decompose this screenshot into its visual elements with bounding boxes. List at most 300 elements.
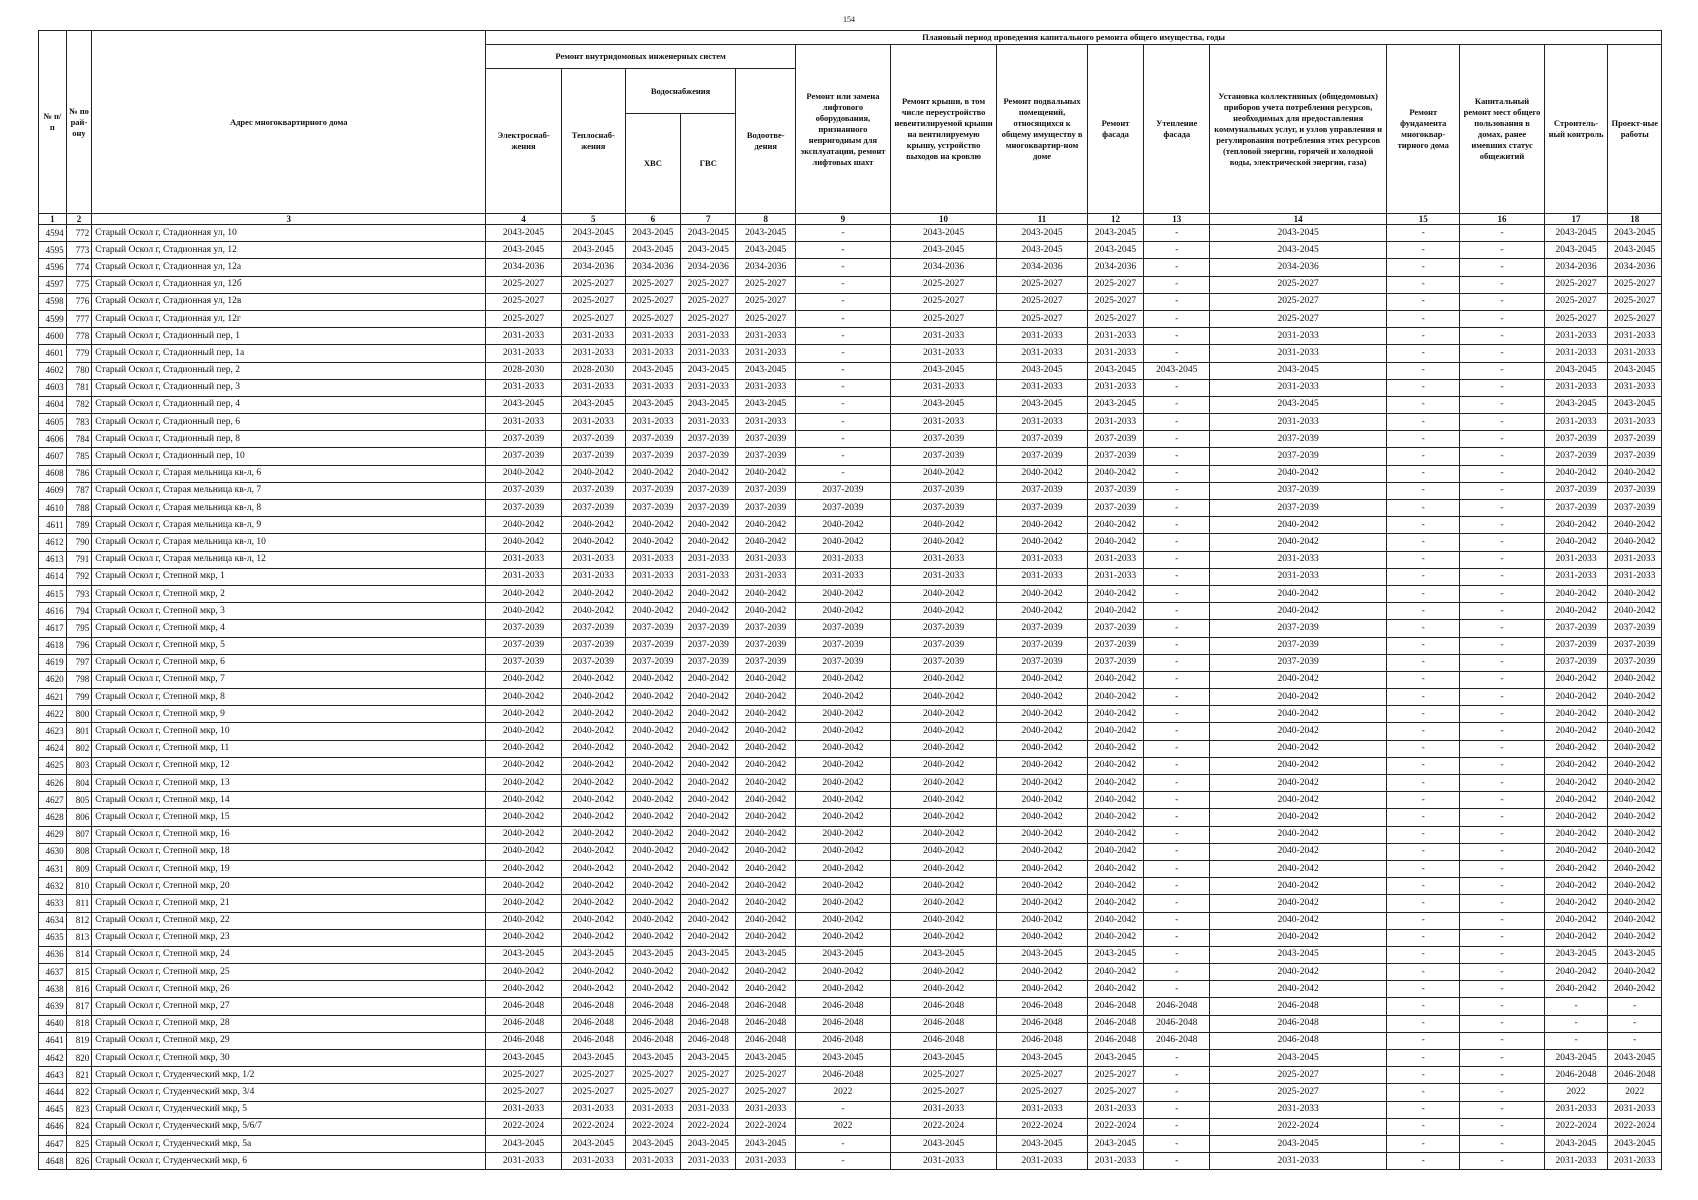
cell-period: 2040-2042 <box>796 792 891 809</box>
cell-index: 4606 <box>39 431 67 448</box>
cell-period: 2040-2042 <box>561 809 625 826</box>
cell-period: - <box>796 448 891 465</box>
cell-period: 2040-2042 <box>1608 706 1662 723</box>
table-row <box>39 328 1662 345</box>
cell-period: - <box>1387 414 1460 431</box>
cell-district-number: 773 <box>66 242 92 259</box>
cell-period: 2043-2045 <box>736 225 796 242</box>
cell-period: - <box>1144 293 1210 310</box>
cell-period: 2040-2042 <box>736 603 796 620</box>
cell-period: 2040-2042 <box>997 517 1088 534</box>
cell-period: 2040-2042 <box>625 740 680 757</box>
column-number: 12 <box>1087 214 1143 225</box>
cell-period: 2046-2048 <box>1210 998 1387 1015</box>
table-row <box>39 465 1662 482</box>
cell-period: - <box>1460 293 1544 310</box>
cell-period: 2028-2030 <box>486 362 562 379</box>
cell-period: 2037-2039 <box>625 482 680 499</box>
header-facade: Ремонт фасада <box>1087 45 1143 214</box>
cell-period: 2031-2033 <box>1608 414 1662 431</box>
cell-period: 2043-2045 <box>681 362 736 379</box>
cell-district-number: 798 <box>66 671 92 688</box>
header-no: № п/п <box>39 31 67 214</box>
header-cold-water: ХВС <box>625 114 680 214</box>
cell-period: 2046-2048 <box>561 1032 625 1049</box>
cell-period: - <box>1144 568 1210 585</box>
cell-period: - <box>1144 1153 1210 1170</box>
cell-address: Старый Оскол г, Стадионная ул, 10 <box>92 225 486 242</box>
cell-period: 2046-2048 <box>486 1015 562 1032</box>
cell-period: - <box>1387 809 1460 826</box>
cell-period: - <box>1387 396 1460 413</box>
cell-period: 2043-2045 <box>1087 1050 1143 1067</box>
cell-address: Старый Оскол г, Степной мкр, 13 <box>92 775 486 792</box>
cell-period: 2040-2042 <box>681 706 736 723</box>
header-electricity: Электроснаб-жения <box>486 69 562 214</box>
cell-period: - <box>1460 603 1544 620</box>
cell-period: 2040-2042 <box>486 517 562 534</box>
cell-period: 2022-2024 <box>1608 1118 1662 1135</box>
cell-period: 2022 <box>1608 1084 1662 1101</box>
cell-index: 4613 <box>39 551 67 568</box>
cell-period: 2031-2033 <box>1608 1153 1662 1170</box>
cell-period: 2034-2036 <box>1087 259 1143 276</box>
cell-period: - <box>1387 998 1460 1015</box>
cell-period: 2031-2033 <box>561 328 625 345</box>
cell-district-number: 817 <box>66 998 92 1015</box>
cell-period: - <box>1144 1101 1210 1118</box>
cell-period: - <box>1144 1084 1210 1101</box>
cell-period: - <box>1144 585 1210 602</box>
table-row <box>39 809 1662 826</box>
cell-period: 2037-2039 <box>890 637 996 654</box>
cell-period: 2037-2039 <box>736 431 796 448</box>
cell-period: 2037-2039 <box>1544 654 1608 671</box>
cell-period: 2040-2042 <box>997 809 1088 826</box>
cell-period: - <box>1144 276 1210 293</box>
cell-period: - <box>1144 809 1210 826</box>
table-row <box>39 1084 1662 1101</box>
cell-period: 2040-2042 <box>1608 843 1662 860</box>
cell-period: - <box>1460 568 1544 585</box>
cell-period: 2025-2027 <box>1087 293 1143 310</box>
cell-period: 2043-2045 <box>736 946 796 963</box>
cell-period: - <box>1387 534 1460 551</box>
cell-period: 2040-2042 <box>681 689 736 706</box>
cell-period: 2040-2042 <box>1544 895 1608 912</box>
cell-period: - <box>1460 981 1544 998</box>
cell-period: 2025-2027 <box>1087 1067 1143 1084</box>
cell-period: 2031-2033 <box>625 568 680 585</box>
table-row <box>39 775 1662 792</box>
cell-period: 2031-2033 <box>1544 1101 1608 1118</box>
table-row <box>39 585 1662 602</box>
cell-period: 2043-2045 <box>736 396 796 413</box>
cell-period: - <box>1387 895 1460 912</box>
cell-period: 2043-2045 <box>736 1050 796 1067</box>
cell-period: 2040-2042 <box>1544 671 1608 688</box>
cell-period: 2043-2045 <box>1087 242 1143 259</box>
column-number: 14 <box>1210 214 1387 225</box>
cell-period: 2031-2033 <box>625 1153 680 1170</box>
header-design-works: Проект-ные работы <box>1608 45 1662 214</box>
cell-period: 2031-2033 <box>1544 379 1608 396</box>
cell-period: 2037-2039 <box>1210 637 1387 654</box>
cell-period: 2043-2045 <box>997 225 1088 242</box>
cell-period: 2043-2045 <box>561 396 625 413</box>
cell-period: - <box>1460 1135 1544 1152</box>
cell-period: 2040-2042 <box>736 775 796 792</box>
cell-period: - <box>1460 1032 1544 1049</box>
cell-period: 2040-2042 <box>486 826 562 843</box>
cell-district-number: 808 <box>66 843 92 860</box>
cell-address: Старый Оскол г, Степной мкр, 29 <box>92 1032 486 1049</box>
cell-period: 2040-2042 <box>1210 465 1387 482</box>
cell-period: 2037-2039 <box>561 500 625 517</box>
cell-index: 4625 <box>39 757 67 774</box>
cell-period: 2040-2042 <box>625 981 680 998</box>
table-row <box>39 1135 1662 1152</box>
cell-period: - <box>1460 775 1544 792</box>
cell-period: 2037-2039 <box>890 500 996 517</box>
header-basement: Ремонт подвальных помещений, относящихся к общему имуществу в многоквартир-ном доме <box>997 45 1088 214</box>
cell-period: - <box>1144 637 1210 654</box>
cell-period: 2040-2042 <box>1544 603 1608 620</box>
cell-period: 2040-2042 <box>1608 534 1662 551</box>
table-row <box>39 757 1662 774</box>
cell-period: 2025-2027 <box>681 1067 736 1084</box>
cell-period: 2037-2039 <box>486 637 562 654</box>
table-row <box>39 740 1662 757</box>
cell-address: Старый Оскол г, Степной мкр, 5 <box>92 637 486 654</box>
table-row <box>39 276 1662 293</box>
cell-period: 2040-2042 <box>1608 895 1662 912</box>
cell-period: 2043-2045 <box>997 396 1088 413</box>
cell-period: 2040-2042 <box>681 757 736 774</box>
cell-period: - <box>1387 826 1460 843</box>
cell-period: 2046-2048 <box>796 1067 891 1084</box>
cell-period: - <box>1460 328 1544 345</box>
cell-period: 2037-2039 <box>796 637 891 654</box>
cell-period: 2031-2033 <box>796 551 891 568</box>
cell-period: 2025-2027 <box>1608 310 1662 327</box>
cell-period: - <box>1144 534 1210 551</box>
table-row <box>39 551 1662 568</box>
cell-address: Старый Оскол г, Стадионный пер, 10 <box>92 448 486 465</box>
table-row <box>39 895 1662 912</box>
cell-period: 2037-2039 <box>1210 654 1387 671</box>
cell-period: 2031-2033 <box>561 568 625 585</box>
cell-period: - <box>796 345 891 362</box>
cell-period: 2040-2042 <box>796 740 891 757</box>
cell-period: 2040-2042 <box>1608 809 1662 826</box>
cell-period: 2046-2048 <box>736 998 796 1015</box>
cell-district-number: 801 <box>66 723 92 740</box>
cell-period: 2040-2042 <box>1544 878 1608 895</box>
cell-period: - <box>1387 1135 1460 1152</box>
cell-district-number: 824 <box>66 1118 92 1135</box>
cell-period: 2031-2033 <box>486 345 562 362</box>
cell-period: 2040-2042 <box>625 689 680 706</box>
cell-period: 2040-2042 <box>1544 517 1608 534</box>
cell-address: Старый Оскол г, Степной мкр, 26 <box>92 981 486 998</box>
cell-period: - <box>1460 860 1544 877</box>
cell-address: Старый Оскол г, Степной мкр, 10 <box>92 723 486 740</box>
cell-period: 2040-2042 <box>736 792 796 809</box>
cell-period: 2046-2048 <box>1608 1067 1662 1084</box>
cell-period: 2040-2042 <box>1608 912 1662 929</box>
cell-index: 4609 <box>39 482 67 499</box>
cell-period: 2040-2042 <box>681 603 736 620</box>
cell-period: 2040-2042 <box>561 585 625 602</box>
cell-period: 2043-2045 <box>1608 1135 1662 1152</box>
cell-period: 2031-2033 <box>486 568 562 585</box>
cell-index: 4622 <box>39 706 67 723</box>
cell-period: 2040-2042 <box>561 878 625 895</box>
cell-period: 2040-2042 <box>796 723 891 740</box>
cell-period: 2046-2048 <box>890 1015 996 1032</box>
cell-period: 2046-2048 <box>796 1032 891 1049</box>
cell-period: 2043-2045 <box>997 1135 1088 1152</box>
cell-period: 2031-2033 <box>625 328 680 345</box>
cell-period: 2031-2033 <box>625 379 680 396</box>
cell-period: 2037-2039 <box>1608 654 1662 671</box>
cell-period: 2034-2036 <box>561 259 625 276</box>
cell-period: 2037-2039 <box>736 654 796 671</box>
cell-period: 2040-2042 <box>1087 878 1143 895</box>
cell-period: - <box>1460 637 1544 654</box>
table-row <box>39 500 1662 517</box>
cell-period: 2031-2033 <box>1087 414 1143 431</box>
header-meters: Установка коллективных (общедомовых) приборов учета потребления ресурсов, необходимых для предоставления коммунальных услуг, и узлов управления и регулирования потребления этих ресурсов (тепловой энергии, горячей и холодной воды, электрической энергии, газа) <box>1210 45 1387 214</box>
cell-period: 2037-2039 <box>796 500 891 517</box>
cell-period: - <box>1144 912 1210 929</box>
cell-period: - <box>1387 964 1460 981</box>
cell-period: 2031-2033 <box>890 414 996 431</box>
table-row <box>39 431 1662 448</box>
cell-period: 2031-2033 <box>1210 345 1387 362</box>
cell-period: 2040-2042 <box>736 517 796 534</box>
cell-period: 2043-2045 <box>625 946 680 963</box>
cell-period: - <box>796 362 891 379</box>
cell-period: - <box>1387 775 1460 792</box>
cell-district-number: 793 <box>66 585 92 602</box>
cell-period: 2031-2033 <box>681 414 736 431</box>
cell-period: 2040-2042 <box>561 517 625 534</box>
table-row <box>39 929 1662 946</box>
cell-period: 2040-2042 <box>681 860 736 877</box>
cell-period: 2031-2033 <box>1210 328 1387 345</box>
cell-period: 2043-2045 <box>1087 396 1143 413</box>
cell-period: 2046-2048 <box>1210 1015 1387 1032</box>
cell-period: - <box>1144 826 1210 843</box>
column-number: 3 <box>92 214 486 225</box>
table-body <box>39 225 1662 1170</box>
table-row <box>39 396 1662 413</box>
cell-period: 2025-2027 <box>1087 276 1143 293</box>
cell-period: 2025-2027 <box>681 310 736 327</box>
cell-period: 2040-2042 <box>1544 912 1608 929</box>
cell-period: 2046-2048 <box>890 1032 996 1049</box>
cell-period: 2040-2042 <box>1544 706 1608 723</box>
cell-district-number: 772 <box>66 225 92 242</box>
cell-period: 2040-2042 <box>890 534 996 551</box>
cell-period: 2040-2042 <box>1087 843 1143 860</box>
cell-index: 4623 <box>39 723 67 740</box>
cell-period: - <box>1144 517 1210 534</box>
cell-period: - <box>1387 946 1460 963</box>
cell-address: Старый Оскол г, Стадионный пер, 1а <box>92 345 486 362</box>
table-row <box>39 654 1662 671</box>
cell-period: 2043-2045 <box>1608 225 1662 242</box>
cell-period: 2031-2033 <box>890 1153 996 1170</box>
cell-period: 2037-2039 <box>486 620 562 637</box>
cell-period: 2040-2042 <box>561 826 625 843</box>
cell-district-number: 820 <box>66 1050 92 1067</box>
cell-period: - <box>1144 895 1210 912</box>
cell-period: - <box>1460 1118 1544 1135</box>
cell-period: 2037-2039 <box>486 431 562 448</box>
cell-address: Старый Оскол г, Степной мкр, 28 <box>92 1015 486 1032</box>
cell-period: - <box>796 328 891 345</box>
cell-period: 2046-2048 <box>997 998 1088 1015</box>
cell-period: 2040-2042 <box>1210 981 1387 998</box>
cell-period: 2043-2045 <box>890 362 996 379</box>
cell-address: Старый Оскол г, Степной мкр, 9 <box>92 706 486 723</box>
cell-period: 2031-2033 <box>736 1101 796 1118</box>
cell-period: 2037-2039 <box>736 637 796 654</box>
cell-period: 2040-2042 <box>1087 465 1143 482</box>
cell-period: 2040-2042 <box>1087 757 1143 774</box>
cell-index: 4621 <box>39 689 67 706</box>
cell-index: 4624 <box>39 740 67 757</box>
cell-period: 2031-2033 <box>736 551 796 568</box>
cell-period: 2025-2027 <box>1210 310 1387 327</box>
cell-period: 2040-2042 <box>486 964 562 981</box>
table-row <box>39 568 1662 585</box>
cell-period: 2037-2039 <box>1210 500 1387 517</box>
cell-period: 2037-2039 <box>1544 448 1608 465</box>
cell-period: 2031-2033 <box>1210 1153 1387 1170</box>
cell-period: 2040-2042 <box>486 775 562 792</box>
cell-period: 2022-2024 <box>997 1118 1088 1135</box>
cell-address: Старый Оскол г, Степной мкр, 3 <box>92 603 486 620</box>
cell-period: 2040-2042 <box>1608 689 1662 706</box>
column-number: 6 <box>625 214 680 225</box>
cell-period: 2040-2042 <box>681 878 736 895</box>
cell-period: 2040-2042 <box>486 895 562 912</box>
cell-period: 2040-2042 <box>796 981 891 998</box>
cell-period: - <box>1387 1101 1460 1118</box>
cell-period: - <box>1460 1101 1544 1118</box>
cell-period: 2040-2042 <box>1608 775 1662 792</box>
cell-period: 2040-2042 <box>561 465 625 482</box>
cell-district-number: 815 <box>66 964 92 981</box>
cell-period: 2043-2045 <box>890 1050 996 1067</box>
cell-period: - <box>1387 517 1460 534</box>
cell-period: 2037-2039 <box>1087 500 1143 517</box>
cell-period: - <box>796 379 891 396</box>
cell-address: Старый Оскол г, Степной мкр, 18 <box>92 843 486 860</box>
cell-period: 2043-2045 <box>1608 242 1662 259</box>
cell-period: 2040-2042 <box>1087 912 1143 929</box>
cell-period: - <box>796 465 891 482</box>
cell-period: 2040-2042 <box>890 826 996 843</box>
cell-period: 2040-2042 <box>561 740 625 757</box>
column-number: 16 <box>1460 214 1544 225</box>
cell-period: 2040-2042 <box>1544 929 1608 946</box>
cell-period: 2040-2042 <box>997 878 1088 895</box>
cell-period: 2046-2048 <box>1087 1015 1143 1032</box>
cell-district-number: 796 <box>66 637 92 654</box>
cell-index: 4610 <box>39 500 67 517</box>
cell-period: 2031-2033 <box>1087 1101 1143 1118</box>
cell-period: 2040-2042 <box>1544 689 1608 706</box>
cell-period: 2040-2042 <box>1210 534 1387 551</box>
cell-period: 2031-2033 <box>681 551 736 568</box>
cell-period: - <box>1387 345 1460 362</box>
cell-period: 2040-2042 <box>561 912 625 929</box>
cell-period: 2046-2048 <box>736 1015 796 1032</box>
cell-period: 2025-2027 <box>736 310 796 327</box>
cell-period: 2031-2033 <box>1608 1101 1662 1118</box>
cell-period: 2037-2039 <box>1608 500 1662 517</box>
cell-index: 4597 <box>39 276 67 293</box>
cell-period: - <box>1387 551 1460 568</box>
cell-period: 2043-2045 <box>1544 396 1608 413</box>
cell-index: 4631 <box>39 860 67 877</box>
cell-period: 2040-2042 <box>796 534 891 551</box>
cell-district-number: 784 <box>66 431 92 448</box>
cell-period: - <box>1387 878 1460 895</box>
column-number: 13 <box>1144 214 1210 225</box>
cell-period: 2040-2042 <box>1210 929 1387 946</box>
cell-period: 2043-2045 <box>625 1135 680 1152</box>
cell-period: 2040-2042 <box>1087 671 1143 688</box>
cell-period: 2031-2033 <box>736 328 796 345</box>
cell-period: - <box>796 293 891 310</box>
cell-period: 2040-2042 <box>1544 723 1608 740</box>
cell-period: - <box>1144 379 1210 396</box>
cell-period: 2040-2042 <box>736 534 796 551</box>
cell-address: Старый Оскол г, Степной мкр, 1 <box>92 568 486 585</box>
cell-period: 2040-2042 <box>625 809 680 826</box>
cell-period: 2037-2039 <box>796 654 891 671</box>
cell-period: 2040-2042 <box>1544 843 1608 860</box>
cell-period: 2040-2042 <box>1210 912 1387 929</box>
cell-period: - <box>1460 517 1544 534</box>
cell-period: 2040-2042 <box>486 534 562 551</box>
cell-period: 2037-2039 <box>1210 431 1387 448</box>
cell-period: 2043-2045 <box>1608 946 1662 963</box>
cell-district-number: 802 <box>66 740 92 757</box>
cell-district-number: 816 <box>66 981 92 998</box>
cell-index: 4627 <box>39 792 67 809</box>
cell-period: - <box>796 414 891 431</box>
cell-index: 4619 <box>39 654 67 671</box>
cell-period: 2031-2033 <box>997 379 1088 396</box>
cell-period: 2046-2048 <box>796 1015 891 1032</box>
cell-period: 2031-2033 <box>1608 551 1662 568</box>
cell-period: - <box>1608 1015 1662 1032</box>
cell-period: 2040-2042 <box>736 689 796 706</box>
cell-period: 2046-2048 <box>681 998 736 1015</box>
cell-period: 2043-2045 <box>486 1050 562 1067</box>
cell-period: - <box>1144 671 1210 688</box>
cell-period: 2025-2027 <box>486 1067 562 1084</box>
cell-period: 2040-2042 <box>1210 878 1387 895</box>
cell-period: 2043-2045 <box>997 1050 1088 1067</box>
